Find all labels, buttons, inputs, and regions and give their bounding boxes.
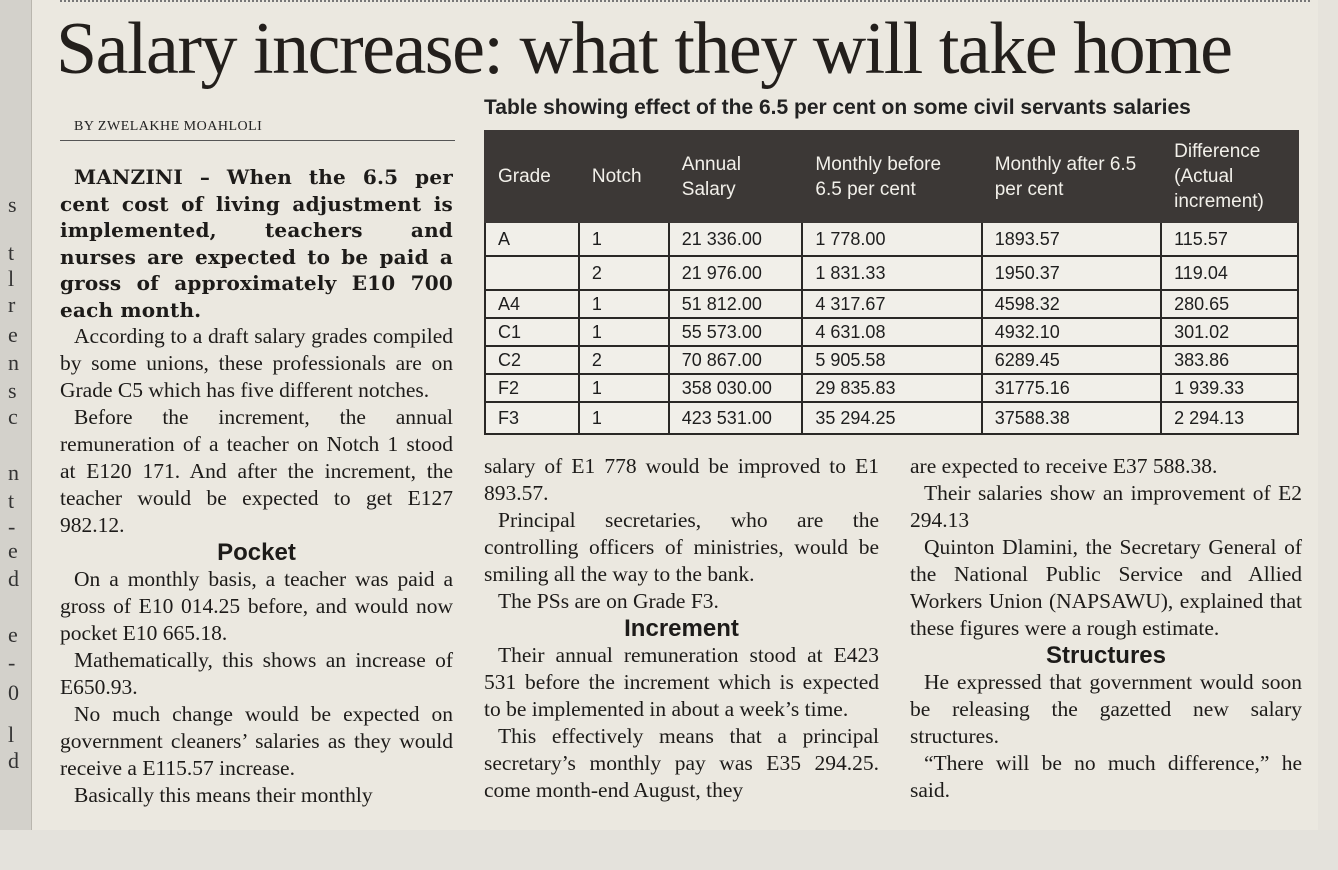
table-row — [485, 290, 1298, 318]
article-column-1 — [60, 164, 453, 809]
cell-diff: 2 294.13 — [1161, 402, 1298, 434]
cell-grade: F3 — [485, 402, 579, 434]
paragraph: Their annual remuneration stood at E423 531 before the increment which is expected to be implemented in about a week’s time. — [484, 643, 879, 721]
cell-grade: F2 — [485, 374, 579, 402]
cell-annual: 70 867.00 — [669, 346, 803, 374]
cell-annual: 21 336.00 — [669, 222, 803, 256]
cell-grade: C1 — [485, 318, 579, 346]
headline: Salary increase: what they will take home — [56, 8, 1232, 90]
paragraph: Basically this means their monthly — [74, 783, 373, 807]
strip-fragment: s — [8, 378, 17, 403]
strip-fragment: e — [8, 322, 18, 347]
strip-fragment: r — [8, 292, 16, 317]
article-column-3 — [910, 453, 1302, 804]
cell-after: 4932.10 — [982, 318, 1161, 346]
table-row — [485, 318, 1298, 346]
paragraph: No much change would be expected on government cleaners’ salaries as they would receive a E115.57 increase. — [60, 702, 453, 780]
cell-before: 1 831.33 — [802, 256, 981, 290]
cell-annual: 51 812.00 — [669, 290, 803, 318]
cell-after: 6289.45 — [982, 346, 1161, 374]
strip-fragment: e — [8, 622, 18, 647]
cell-annual: 55 573.00 — [669, 318, 803, 346]
header-notch: Notch — [579, 131, 669, 222]
strip-fragment: e — [8, 538, 18, 563]
strip-fragment: l — [8, 722, 15, 747]
page-bottom-margin — [0, 830, 1338, 870]
header-grade: Grade — [485, 131, 579, 222]
cell-grade: A — [485, 222, 579, 256]
cell-before: 5 905.58 — [802, 346, 981, 374]
cell-diff: 383.86 — [1161, 346, 1298, 374]
cell-before: 1 778.00 — [802, 222, 981, 256]
strip-fragment: - — [8, 514, 16, 539]
cell-before: 29 835.83 — [802, 374, 981, 402]
cell-notch: 1 — [579, 402, 669, 434]
paragraph: On a monthly basis, a teacher was paid a gross of E10 014.25 before, and would now pocket E10 665.18. — [60, 567, 453, 645]
table-row — [485, 222, 1298, 256]
cell-notch: 1 — [579, 290, 669, 318]
header-difference: Difference (Actual increment) — [1161, 131, 1298, 222]
cell-diff: 119.04 — [1161, 256, 1298, 290]
strip-fragment: n — [8, 460, 19, 485]
strip-fragment: d — [8, 748, 19, 773]
cell-after: 31775.16 — [982, 374, 1161, 402]
strip-fragment: s — [8, 192, 17, 217]
cell-notch: 2 — [579, 256, 669, 290]
byline: BY ZWELAKHE MOAHLOLI — [74, 119, 263, 134]
adjacent-column-strip — [0, 0, 32, 830]
paragraph: He expressed that government would soon be releasing the gazetted new salary structures. — [910, 670, 1302, 748]
paragraph: salary of E1 778 would be improved to E1 893.57. — [484, 454, 879, 505]
byline-rule — [60, 140, 455, 141]
strip-fragment: 0 — [8, 680, 19, 705]
cell-grade — [485, 256, 579, 290]
strip-fragment: c — [8, 404, 18, 429]
table-header-row — [485, 131, 1298, 222]
cell-annual: 358 030.00 — [669, 374, 803, 402]
article-lede: MANZINI – When the 6.5 per cent cost of living adjustment is implemented, teachers and nurses are expected to be paid a gross of approximately E10 700 each month. — [60, 165, 453, 322]
cell-notch: 1 — [579, 374, 669, 402]
paragraph: Quinton Dlamini, the Secretary General of the National Public Service and Allied Workers Union (NAPSAWU), explained that these figures were a rough estimate. — [910, 535, 1302, 640]
cell-after: 4598.32 — [982, 290, 1161, 318]
paragraph: are expected to receive E37 588.38. — [910, 454, 1218, 478]
table-row — [485, 346, 1298, 374]
paragraph: Their salaries show an improvement of E2 294.13 — [910, 481, 1302, 532]
cell-before: 4 631.08 — [802, 318, 981, 346]
table-caption: Table showing effect of the 6.5 per cent on some civil servants salaries — [484, 96, 1191, 119]
cell-after: 37588.38 — [982, 402, 1161, 434]
subhead-pocket: Pocket — [217, 539, 296, 566]
paragraph: The PSs are on Grade F3. — [498, 589, 719, 613]
cell-grade: A4 — [485, 290, 579, 318]
strip-fragment: t — [8, 488, 15, 513]
cell-diff: 115.57 — [1161, 222, 1298, 256]
paragraph: According to a draft salary grades compiled by some unions, these professionals are on Grade C5 which has five different notches. — [60, 324, 453, 402]
page-right-edge — [1318, 0, 1338, 870]
strip-fragment: l — [8, 266, 15, 291]
cell-annual: 21 976.00 — [669, 256, 803, 290]
cell-diff: 1 939.33 — [1161, 374, 1298, 402]
cell-diff: 301.02 — [1161, 318, 1298, 346]
subhead-increment: Increment — [624, 615, 739, 642]
strip-fragment: n — [8, 350, 19, 375]
strip-fragment: t — [8, 240, 15, 265]
cell-annual: 423 531.00 — [669, 402, 803, 434]
paragraph: Principal secretaries, who are the controlling officers of ministries, would be smiling all the way to the bank. — [484, 508, 879, 586]
cell-after: 1893.57 — [982, 222, 1161, 256]
table-row — [485, 374, 1298, 402]
cell-notch: 1 — [579, 222, 669, 256]
header-annual-salary: Annual Salary — [669, 131, 803, 222]
article-column-2 — [484, 453, 879, 804]
paragraph: Mathematically, this shows an increase of E650.93. — [60, 648, 453, 699]
paragraph: This effectively means that a principal secretary’s monthly pay was E35 294.25. come month-end August, they — [484, 724, 879, 802]
cell-notch: 1 — [579, 318, 669, 346]
cell-notch: 2 — [579, 346, 669, 374]
subhead-structures: Structures — [1045, 642, 1167, 669]
cell-before: 35 294.25 — [802, 402, 981, 434]
strip-fragment: d — [8, 566, 19, 591]
strip-fragment: - — [8, 650, 16, 675]
cell-diff: 280.65 — [1161, 290, 1298, 318]
top-dotted-rule — [60, 0, 1310, 6]
paragraph: “There will be no much difference,” he said. — [910, 751, 1302, 802]
table-row — [485, 402, 1298, 434]
paragraph: Before the increment, the annual remuneration of a teacher on Notch 1 stood at E120 171. And after the increment, the teacher would be expected to get E127 982.12. — [60, 405, 453, 537]
table-row — [485, 256, 1298, 290]
cell-grade: C2 — [485, 346, 579, 374]
cell-before: 4 317.67 — [802, 290, 981, 318]
cell-after: 1950.37 — [982, 256, 1161, 290]
salary-table — [484, 130, 1299, 435]
header-monthly-after: Monthly after 6.5 per cent — [982, 131, 1161, 222]
header-monthly-before: Monthly before 6.5 per cent — [802, 131, 981, 222]
